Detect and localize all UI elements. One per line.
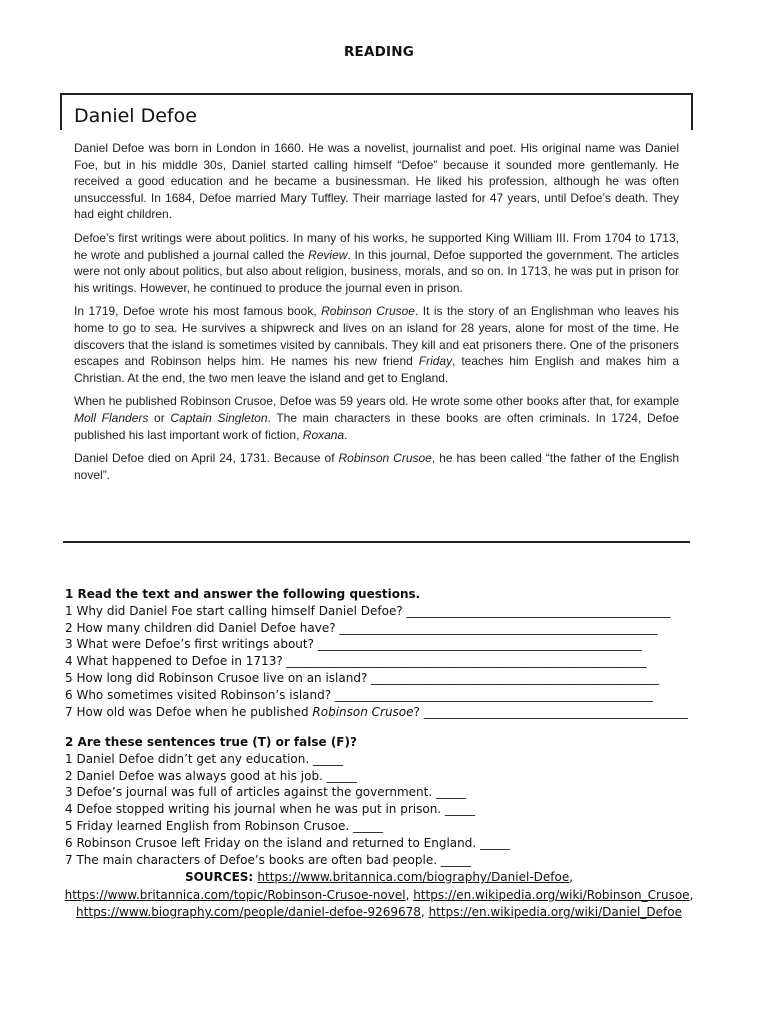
statement-5[interactable]: 5 Friday learned English from Robinson Crusoe. _____ xyxy=(65,818,383,833)
question-5[interactable]: 5 How long did Robinson Crusoe live on an island? ________________________________________________ xyxy=(65,670,660,685)
statement-6[interactable]: 6 Robinson Crusoe left Friday on the island and returned to England. _____ xyxy=(65,835,510,850)
article-paragraph-5 xyxy=(74,450,679,483)
article-paragraph-2 xyxy=(74,230,679,296)
paragraph-4-text-d: . xyxy=(344,427,348,442)
paragraph-1-text: Daniel Defoe was born in London in 1660. He was a novelist, journalist and poet. His original name was Daniel Foe, but in his middle 30s, Daniel started calling himself “Defoe” because it sounded more gentlemanly. He received a good education and he became a businessman. He liked his profession, although he was often unsuccessful. In 1684, Defoe married Mary Tuffley. Their marriage lasted for 47 years, until Defoe’s death. They had eight children. xyxy=(74,141,679,222)
question-3[interactable]: 3 What were Defoe’s first writings about? ______________________________________________________ xyxy=(65,637,642,652)
source-link-wikipedia-defoe[interactable]: https://en.wikipedia.org/wiki/Daniel_Defoe xyxy=(428,905,682,919)
paragraph-4-text-a: When he published Robinson Crusoe, Defoe was 59 years old. He wrote some other books after that, for example xyxy=(74,394,679,409)
page-heading: READING xyxy=(343,44,415,60)
question-2[interactable]: 2 How many children did Daniel Defoe have? _____________________________________________________ xyxy=(65,620,658,635)
paragraph-3-text-a: In 1719, Defoe wrote his most famous book, xyxy=(74,304,322,319)
book-title-robinson-crusoe-2: Robinson Crusoe xyxy=(338,451,432,466)
book-title-moll-flanders: Moll Flanders xyxy=(74,410,149,425)
paragraph-5-text-a: Daniel Defoe died on April 24, 1731. Because of xyxy=(74,451,339,466)
paragraph-3-text-b: . It is the story of an Englishman who leaves his home to go to sea. He survives a shipwreck and lives on an island for 28 years, alone for most of the time. He discovers that the island is sometimes visited by cannibals. They kill and eat prisoners there. One of the prisoners escapes and Robinson helps him. He names his new friend xyxy=(74,304,680,369)
exercise-1-title: 1 Read the text and answer the following questions. xyxy=(65,587,421,601)
book-title-captain-singleton: Captain Singleton xyxy=(170,410,268,425)
source-link-britannica-crusoe[interactable]: https://www.britannica.com/topic/Robinson-Crusoe-novel xyxy=(64,887,406,902)
paragraph-5-text-b: , he has been called “the father of the English novel”. xyxy=(74,451,680,482)
paragraph-2-text-a: Defoe’s first writings were about politics. In many of his works, he supported King William III. From 1704 to 1713, he wrote and published a journal called the xyxy=(74,230,679,262)
source-link-biography-defoe[interactable]: https://www.biography.com/people/daniel-defoe-9269678 xyxy=(76,905,421,919)
article-body xyxy=(74,140,679,490)
statement-7[interactable]: 7 The main characters of Defoe’s books are often bad people. _____ xyxy=(65,852,471,867)
sources-separator: , xyxy=(569,870,574,884)
statement-4[interactable]: 4 Defoe stopped writing his journal when he was put in prison. _____ xyxy=(65,802,475,817)
sources-separator: , xyxy=(405,887,414,902)
paragraph-4-text-c: . The main characters in these books are often criminals. In 1724, Defoe published his last important work of fiction, xyxy=(74,410,680,442)
question-7-book-title: Robinson Crusoe xyxy=(312,704,414,719)
character-name-friday: Friday xyxy=(418,354,453,369)
question-7-text-a: 7 How old was Defoe when he published xyxy=(65,704,313,719)
question-7[interactable] xyxy=(65,704,705,721)
book-title-robinson-crusoe: Robinson Crusoe xyxy=(321,304,415,319)
paragraph-4-text-b: or xyxy=(148,410,171,425)
sources-separator: , xyxy=(420,905,429,919)
reading-text-box xyxy=(60,93,693,543)
book-title-roxana: Roxana xyxy=(302,427,345,442)
question-4[interactable]: 4 What happened to Defoe in 1713? ____________________________________________________________ xyxy=(65,654,647,669)
source-link-britannica-defoe[interactable]: https://www.britannica.com/biography/Daniel-Defoe xyxy=(257,870,570,884)
exercise-2-title: 2 Are these sentences true (T) or false (F)? xyxy=(65,735,357,749)
exercise-1 xyxy=(65,586,705,720)
sources xyxy=(40,869,718,922)
article-paragraph-1 xyxy=(74,140,679,223)
journal-title-review: Review xyxy=(308,247,348,262)
statement-1[interactable]: 1 Daniel Defoe didn’t get any education. _____ xyxy=(65,751,343,766)
question-6[interactable]: 6 Who sometimes visited Robinson’s island? _____________________________________________________ xyxy=(65,687,653,702)
paragraph-2-text-b: . In this journal, Defoe supported the government. The articles were not only about politics, but also about religion, business, morals, and so on. In 1713, he was put in prison for his writings. However, he continued to produce the journal even in prison. xyxy=(74,247,679,295)
sources-separator: , xyxy=(689,887,694,902)
source-link-wikipedia-crusoe[interactable]: https://en.wikipedia.org/wiki/Robinson_Crusoe xyxy=(413,887,690,902)
sources-label: SOURCES: xyxy=(184,870,258,884)
question-1[interactable]: 1 Why did Daniel Foe start calling himself Daniel Defoe? ____________________________________________ xyxy=(65,603,671,618)
article-title: Daniel Defoe xyxy=(74,105,197,127)
exercise-2 xyxy=(65,734,705,868)
box-right-edge-gap xyxy=(690,130,694,608)
box-left-edge-gap xyxy=(59,130,63,608)
statement-3[interactable]: 3 Defoe’s journal was full of articles against the government. _____ xyxy=(65,785,466,800)
statement-2[interactable]: 2 Daniel Defoe was always good at his job. _____ xyxy=(65,768,357,783)
reading-box-content xyxy=(74,95,679,541)
paragraph-3-text-c: , teaches him English and makes him a Christian. At the end, the two men leave the island and get to England. xyxy=(74,354,679,385)
article-paragraph-4 xyxy=(74,393,679,443)
article-paragraph-3 xyxy=(74,303,679,386)
question-7-text-b: ? ____________________________________________ xyxy=(413,704,688,719)
